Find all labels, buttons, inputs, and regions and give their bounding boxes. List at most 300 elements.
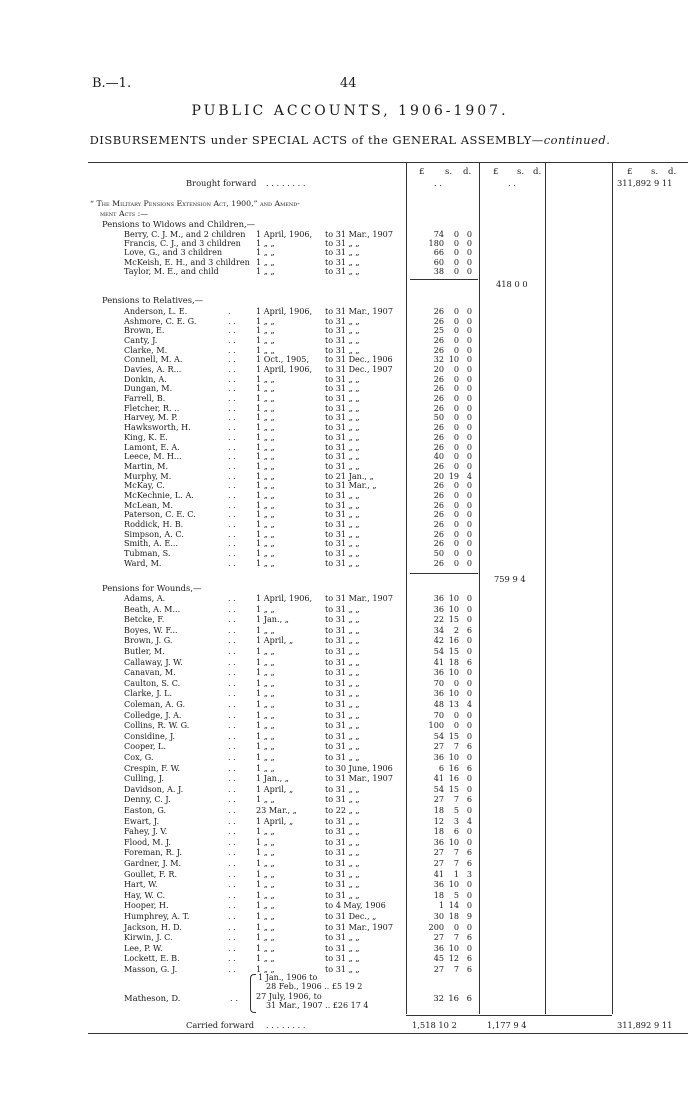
period-start: 1 „ „: [256, 879, 275, 890]
amount-pence: 0: [466, 247, 472, 258]
pensioner-name: Goullet, F. R.: [124, 868, 178, 879]
period-end: to 31 „ „: [325, 868, 360, 879]
amount-shillings: 0: [453, 451, 459, 462]
pension-row: [0, 336, 700, 345]
amount-pence: 0: [466, 383, 472, 394]
carried-forward-rule: [406, 1015, 612, 1016]
amount-pounds: 50: [433, 412, 444, 423]
period-start: 1 „ „: [256, 911, 275, 921]
leader-dots: . .: [228, 518, 236, 529]
amount-pounds: 26: [433, 489, 444, 500]
pensioner-name: Hawksworth, H.: [124, 422, 191, 433]
period-start: 1 April, 1906,: [256, 593, 313, 603]
period-end: to 31 „ „: [325, 441, 360, 452]
leader-dots: . .: [228, 528, 236, 539]
leader-dots: . .: [228, 344, 236, 355]
amount-pence: 0: [466, 509, 472, 520]
leader-dots: . .: [228, 593, 236, 603]
period-start: 1 „ „: [256, 441, 275, 452]
period-start: 1 April, 1906,: [256, 364, 313, 375]
amount-shillings: 7: [453, 964, 459, 974]
period-end: to 31 „ „: [325, 964, 360, 974]
amount-pence: 0: [466, 752, 472, 762]
amount-pence: 6: [466, 932, 472, 943]
relatives-subtotal: 759 9 4: [494, 574, 526, 584]
pensioner-name: Beath, A. M...: [124, 603, 181, 614]
pensioner-name: Canty, J.: [124, 335, 158, 346]
amount-pence: 0: [466, 921, 472, 932]
amount-pounds: 26: [433, 460, 444, 471]
pension-row: [0, 615, 700, 624]
period-start: 1 „ „: [256, 412, 275, 423]
amount-shillings: 16: [448, 993, 459, 1003]
amount-pence: 0: [466, 805, 472, 815]
matheson-period-1-end: 28 Feb., 1906 .. £5 19 2: [266, 982, 363, 991]
amount-pounds: 74: [433, 229, 444, 239]
leader-dots: . .: [228, 364, 236, 375]
period-start: 1 April, „: [256, 783, 294, 794]
period-start: 1 „ „: [256, 548, 275, 558]
period-start: 1 „ „: [256, 836, 275, 847]
amount-pounds: 200: [428, 921, 444, 932]
amount-shillings: 0: [453, 921, 459, 932]
pension-row: [0, 626, 700, 635]
amount-pounds: 60: [433, 256, 444, 267]
amount-shillings: 6: [453, 826, 459, 837]
amount-shillings: 10: [448, 667, 459, 678]
brought-forward-total: 311,892 9 11: [617, 178, 673, 188]
pensioner-name: Betcke, F.: [124, 614, 165, 625]
document-code: B.—1.: [92, 76, 132, 91]
pound-header: £: [419, 167, 425, 177]
pensioner-name: Easton, G.: [124, 805, 167, 815]
pensioner-name: Smith, A. E...: [124, 538, 179, 549]
amount-pounds: 32: [433, 354, 444, 365]
amount-shillings: 10: [448, 752, 459, 762]
period-start: 1 April, 1906,: [256, 306, 313, 316]
amount-pounds: 50: [433, 548, 444, 558]
period-end: to 31 „ „: [325, 603, 360, 614]
period-end: to 31 „ „: [325, 325, 360, 336]
pensioner-name: Adams, A.: [124, 593, 166, 603]
leader-dots: . .: [228, 393, 236, 404]
amount-pounds: 18: [433, 889, 444, 900]
pensioner-name: Cooper, L.: [124, 741, 166, 752]
amount-pence: 0: [466, 635, 472, 646]
amount-pence: 0: [466, 306, 472, 316]
period-start: 1 „ „: [256, 247, 275, 258]
leader-dots: . .: [228, 794, 236, 805]
amount-pence: 0: [466, 942, 472, 953]
period-start: 1 „ „: [256, 373, 275, 384]
amount-pence: 6: [466, 762, 472, 773]
pension-row: [0, 559, 700, 568]
period-start: 1 „ „: [256, 315, 275, 326]
amount-shillings: 10: [448, 354, 459, 365]
pension-row: [0, 954, 700, 963]
period-start: 1 „ „: [256, 518, 275, 529]
amount-pence: 0: [466, 460, 472, 471]
amount-pounds: 70: [433, 677, 444, 688]
page-title: PUBLIC ACCOUNTS, 1906-1907.: [191, 103, 509, 119]
carried-forward-label: Carried forward: [186, 1020, 255, 1030]
leader-dots: . .: [230, 993, 238, 1003]
amount-pounds: 48: [433, 699, 444, 709]
amount-pence: 0: [466, 667, 472, 678]
pensioner-name: Harvey, M. P.: [124, 412, 178, 423]
amount-shillings: 0: [453, 364, 459, 375]
amount-shillings: 19: [448, 470, 459, 481]
amount-shillings: 18: [448, 656, 459, 667]
period-end: to 31 „ „: [325, 635, 360, 646]
pensioner-name: Humphrey, A. T.: [124, 911, 190, 921]
period-end: to 31 „ „: [325, 709, 360, 720]
pensioner-name: Love, G., and 3 children: [124, 247, 223, 258]
period-start: 1 „ „: [256, 528, 275, 539]
pensioner-name: Boyes, W. F...: [124, 624, 178, 635]
amount-shillings: 7: [453, 794, 459, 805]
amount-pence: 4: [466, 470, 472, 481]
amount-pounds: 45: [433, 953, 444, 964]
pensioner-name: Clarke, J. L.: [124, 688, 173, 699]
period-end: to 31 „ „: [325, 614, 360, 625]
period-start: 1 „ „: [256, 858, 275, 868]
amount-pence: 6: [466, 858, 472, 868]
pensioner-name: Brown, J. G.: [124, 635, 173, 646]
amount-pounds: 27: [433, 847, 444, 858]
leader-dots: . .: [228, 900, 236, 911]
brought-forward-label: Brought forward: [186, 178, 257, 188]
amount-pence: 6: [466, 993, 472, 1003]
amount-pounds: 26: [433, 383, 444, 394]
period-start: 1 „ „: [256, 667, 275, 678]
period-end: to 31 „ „: [325, 412, 360, 423]
amount-pounds: 27: [433, 858, 444, 868]
period-end: to 31 „ „: [325, 624, 360, 635]
period-start: 1 „ „: [256, 480, 275, 491]
pension-row: [0, 679, 700, 688]
amount-pence: 0: [466, 229, 472, 239]
amount-pence: 0: [466, 499, 472, 510]
amount-shillings: 0: [453, 335, 459, 346]
amount-pounds: 54: [433, 646, 444, 656]
amount-shillings: 10: [448, 688, 459, 699]
amount-pence: 0: [466, 614, 472, 625]
leader-dots: . .: [228, 889, 236, 900]
period-end: to 31 „ „: [325, 548, 360, 558]
leader-dots: . .: [228, 720, 236, 731]
period-start: 1 „ „: [256, 646, 275, 656]
pension-row: [0, 870, 700, 879]
leader-dots: . .: [228, 614, 236, 625]
amount-pence: 9: [466, 911, 472, 921]
pension-row: [0, 384, 700, 393]
amount-pounds: 42: [433, 635, 444, 646]
brought-forward-col2: . .: [508, 178, 516, 188]
amount-pence: 0: [466, 557, 472, 568]
leader-dots: . . . . . . . .: [266, 1020, 306, 1030]
period-start: 1 „ „: [256, 624, 275, 635]
period-end: to 31 „ „: [325, 247, 360, 258]
period-end: to 31 Dec., 1907: [325, 364, 393, 375]
period-end: to 31 „ „: [325, 518, 360, 529]
period-end: to 31 „ „: [325, 730, 360, 741]
pensioner-name: Ward, M.: [124, 557, 162, 568]
leader-dots: . .: [228, 603, 236, 614]
pensioner-name: Culling, J.: [124, 773, 164, 784]
pensioner-name: Hart, W.: [124, 879, 158, 890]
period-start: 1 Jan., „: [256, 773, 289, 784]
period-start: 1 „ „: [256, 964, 275, 974]
amount-shillings: 0: [453, 548, 459, 558]
pension-row: [0, 394, 700, 403]
amount-shillings: 0: [453, 383, 459, 394]
amount-pounds: 27: [433, 794, 444, 805]
pension-row: [0, 689, 700, 698]
leader-dots: . .: [228, 635, 236, 646]
amount-shillings: 0: [453, 441, 459, 452]
pension-row: [0, 880, 700, 889]
pension-row: [0, 481, 700, 490]
shilling-header: s.: [445, 167, 453, 177]
amount-pounds: 6: [438, 762, 444, 773]
amount-pence: 0: [466, 826, 472, 837]
period-end: to 31 „ „: [325, 826, 360, 837]
amount-pounds: 26: [433, 538, 444, 549]
pension-row: [0, 827, 700, 836]
period-end: to 31 „ „: [325, 489, 360, 500]
pensioner-name: Paterson, C. E. C.: [124, 509, 196, 520]
period-end: to 31 „ „: [325, 932, 360, 943]
amount-pounds: 36: [433, 603, 444, 614]
amount-pounds: 41: [433, 868, 444, 879]
pension-row: [0, 346, 700, 355]
amount-shillings: 0: [453, 229, 459, 239]
leader-dots: . .: [228, 383, 236, 394]
leader-dots: . .: [228, 315, 236, 326]
amount-pence: 0: [466, 528, 472, 539]
amount-pounds: 18: [433, 826, 444, 837]
amount-pounds: 54: [433, 730, 444, 741]
period-start: 1 „ „: [256, 656, 275, 667]
period-start: 1 „ „: [256, 826, 275, 837]
amount-pence: 0: [466, 412, 472, 423]
pensioner-name: Collins, R. W. G.: [124, 720, 190, 731]
period-end: to 31 „ „: [325, 858, 360, 868]
pension-row: [0, 267, 700, 276]
period-end: to 21 Jan., „: [325, 470, 374, 481]
page-number: 44: [340, 76, 357, 91]
period-start: 1 „ „: [256, 699, 275, 709]
pension-row: [0, 806, 700, 815]
leader-dots: . .: [228, 373, 236, 384]
period-end: to 31 „ „: [325, 557, 360, 568]
pensioner-name: Davies, A. R...: [124, 364, 182, 375]
amount-pounds: 36: [433, 752, 444, 762]
period-start: 1 „ „: [256, 900, 275, 911]
period-start: 1 „ „: [256, 383, 275, 394]
amount-pounds: 54: [433, 783, 444, 794]
amount-pounds: 26: [433, 499, 444, 510]
pensioner-name: Masson, G. J.: [124, 964, 178, 974]
amount-shillings: 10: [448, 879, 459, 890]
pension-row: [0, 375, 700, 384]
pension-row: [0, 764, 700, 773]
section-heading-relatives: Pensions to Relatives,—: [102, 295, 204, 305]
amount-pounds: 36: [433, 836, 444, 847]
leader-dots: . .: [228, 815, 236, 826]
pension-row: [0, 944, 700, 953]
period-start: 1 „ „: [256, 932, 275, 943]
leader-dots: . .: [228, 826, 236, 837]
pensioner-name: Connell, M. A.: [124, 354, 183, 365]
pensioner-name: Taylor, M. E., and child: [124, 265, 219, 276]
period-end: to 31 „ „: [325, 256, 360, 267]
period-end: to 31 „ „: [325, 720, 360, 731]
subtotal-rule: [410, 573, 478, 574]
period-end: to 31 „ „: [325, 528, 360, 539]
period-end: to 31 „ „: [325, 402, 360, 413]
amount-shillings: 0: [453, 265, 459, 276]
amount-shillings: 0: [453, 247, 459, 258]
pension-row: [0, 491, 700, 500]
period-start: 1 April, „: [256, 635, 294, 646]
amount-shillings: 10: [448, 836, 459, 847]
pensioner-name: Butler, M.: [124, 646, 165, 656]
amount-pence: 0: [466, 489, 472, 500]
amount-pounds: 38: [433, 265, 444, 276]
amount-pence: 6: [466, 624, 472, 635]
pensioner-name: Crespin, F. W.: [124, 762, 181, 773]
period-start: 1 „ „: [256, 422, 275, 433]
amount-pence: 0: [466, 373, 472, 384]
shilling-header: s.: [517, 167, 525, 177]
leader-dots: . .: [228, 656, 236, 667]
period-start: 23 Mar., „: [256, 805, 297, 815]
amount-pence: 0: [466, 646, 472, 656]
pension-row: [0, 413, 700, 422]
amount-pounds: 27: [433, 741, 444, 752]
period-end: to 31 Dec., 1906: [325, 354, 393, 365]
pensioner-name: Colledge, J. A.: [124, 709, 182, 720]
pension-row: [0, 462, 700, 471]
act-heading: “ The Military Pensions Extension Act, 1900,” and Amend-: [90, 199, 300, 208]
pensioner-name: Simpson, A. C.: [124, 528, 184, 539]
period-end: to 31 „ „: [325, 699, 360, 709]
amount-pence: 0: [466, 480, 472, 491]
amount-shillings: 0: [453, 238, 459, 249]
pensioner-name: Murphy, M.: [124, 470, 172, 481]
pension-row: [0, 443, 700, 452]
period-start: 1 „ „: [256, 603, 275, 614]
pension-row: [0, 307, 700, 316]
period-start: 1 „ „: [256, 393, 275, 404]
amount-shillings: 15: [448, 783, 459, 794]
leader-dots: . .: [228, 953, 236, 964]
leader-dots: . .: [228, 709, 236, 720]
pensioner-name: Denny, C. J.: [124, 794, 171, 805]
pension-row: [0, 423, 700, 432]
pensioner-name: Flood, M. J.: [124, 836, 171, 847]
period-end: to 31 „ „: [325, 953, 360, 964]
amount-shillings: 10: [448, 593, 459, 603]
pensioner-name: Hay, W. C.: [124, 889, 166, 900]
leader-dots: . .: [228, 557, 236, 568]
period-start: 1 „ „: [256, 741, 275, 752]
amount-shillings: 16: [448, 635, 459, 646]
leader-dots: . .: [228, 402, 236, 413]
amount-pence: 0: [466, 238, 472, 249]
leader-dots: . .: [228, 879, 236, 890]
period-start: 1 „ „: [256, 344, 275, 355]
leader-dots: . .: [228, 858, 236, 868]
period-start: 1 „ „: [256, 921, 275, 932]
pensioner-name: Donkin, A.: [124, 373, 167, 384]
pensioner-name: Kirwin, J. C.: [124, 932, 173, 943]
pensioner-name: Ashmore, C. E. G.: [124, 315, 197, 326]
amount-pounds: 27: [433, 932, 444, 943]
pension-row: [0, 317, 700, 326]
leader-dots: . .: [228, 431, 236, 442]
period-end: to 31 „ „: [325, 815, 360, 826]
pension-row: [0, 605, 700, 614]
section-heading-wounds: Pensions for Wounds,—: [102, 583, 202, 593]
period-end: to 31 „ „: [325, 335, 360, 346]
shilling-header: s.: [651, 167, 659, 177]
amount-pence: 0: [466, 889, 472, 900]
amount-pence: 0: [466, 593, 472, 603]
period-end: to 31 „ „: [325, 383, 360, 394]
amount-pence: 0: [466, 603, 472, 614]
pensioner-name: Francis, C. J., and 3 children: [124, 238, 241, 249]
amount-pence: 3: [466, 868, 472, 879]
period-end: to 31 „ „: [325, 238, 360, 249]
amount-pence: 0: [466, 720, 472, 731]
period-start: 1 „ „: [256, 868, 275, 879]
leader-dots: . .: [228, 480, 236, 491]
amount-pence: 0: [466, 354, 472, 365]
amount-shillings: 0: [453, 538, 459, 549]
pension-row: [0, 891, 700, 900]
amount-pence: 0: [466, 451, 472, 462]
amount-pence: 0: [466, 773, 472, 784]
amount-shillings: 5: [453, 805, 459, 815]
amount-shillings: 0: [453, 557, 459, 568]
period-end: to 31 „ „: [325, 677, 360, 688]
subtitle-continued: continued.: [543, 133, 611, 147]
leader-dots: . .: [228, 752, 236, 762]
pensioner-name: Gardner, J. M.: [124, 858, 182, 868]
period-start: 1 „ „: [256, 325, 275, 336]
period-end: to 31 „ „: [325, 752, 360, 762]
pension-row: [0, 923, 700, 932]
amount-pence: 6: [466, 794, 472, 805]
amount-pounds: 36: [433, 879, 444, 890]
matheson-period-2: 27 July, 1906, to: [256, 992, 322, 1001]
period-end: to 31 Mar., 1907: [325, 593, 393, 603]
period-start: 1 „ „: [256, 265, 275, 276]
pension-row: [0, 721, 700, 730]
period-start: 1 „ „: [256, 557, 275, 568]
table-top-rule: [88, 162, 688, 163]
amount-pence: 6: [466, 741, 472, 752]
amount-pounds: 25: [433, 325, 444, 336]
amount-shillings: 16: [448, 773, 459, 784]
amount-shillings: 0: [453, 528, 459, 539]
amount-pounds: 30: [433, 911, 444, 921]
amount-pounds: 26: [433, 431, 444, 442]
amount-pence: 4: [466, 699, 472, 709]
